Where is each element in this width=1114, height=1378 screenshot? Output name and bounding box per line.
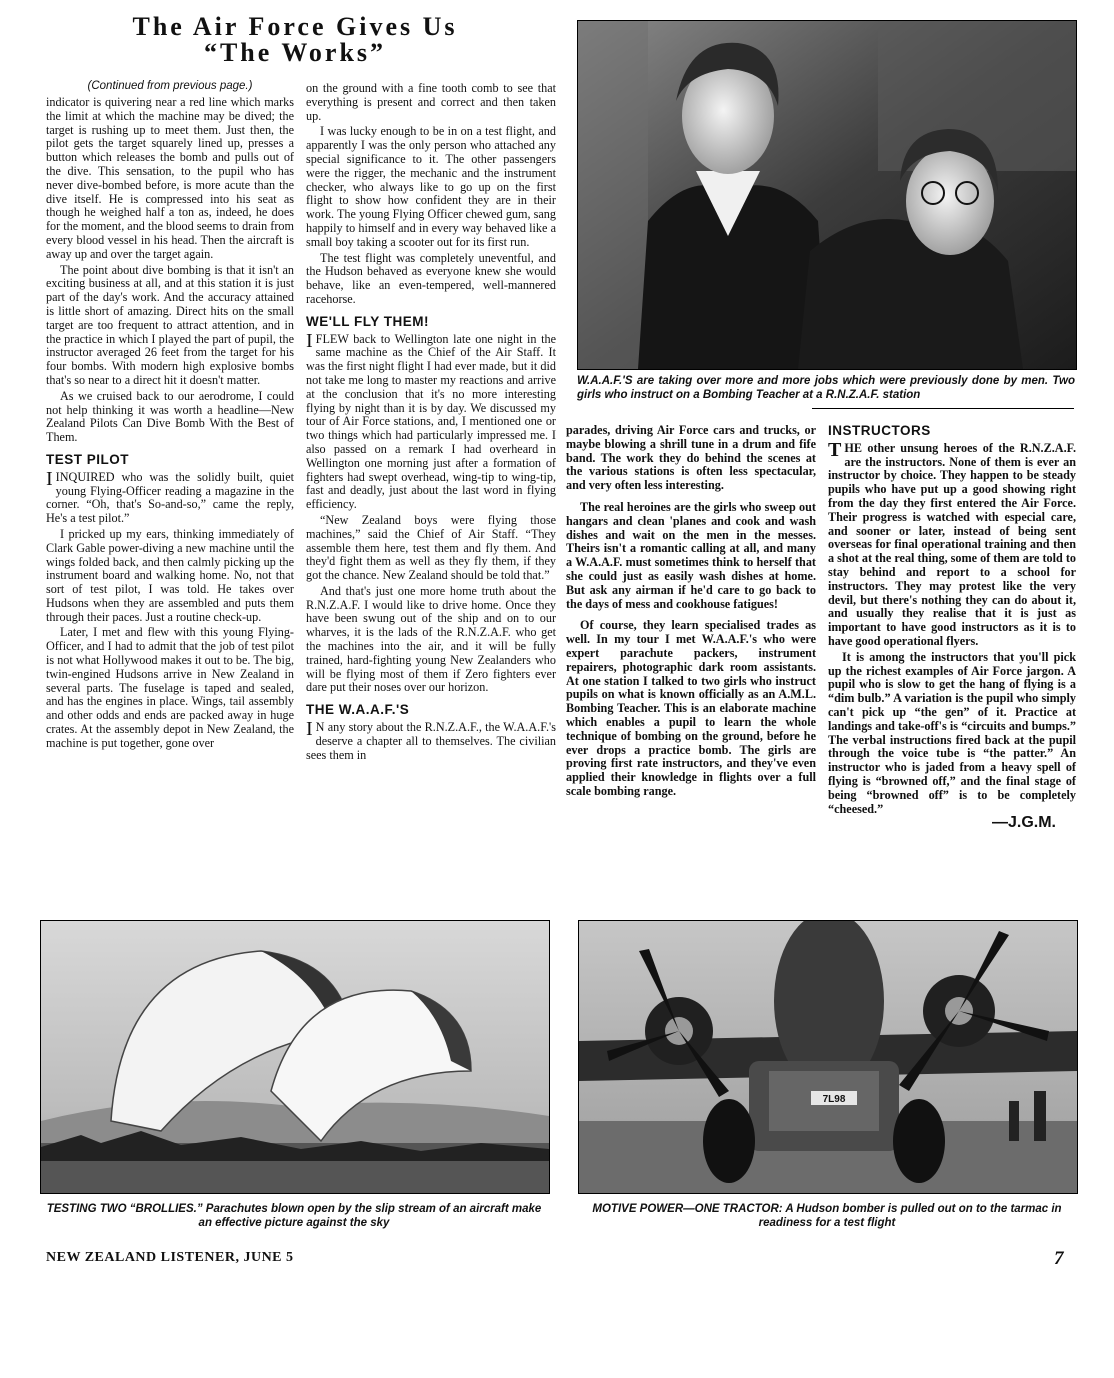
paragraph: “New Zealand boys were flying those machines,” said the Chief of Air Staff. “They assemble them here, test them and fly them. And they'd fight them as well as they fly them, if they got the chance. New Zealand should be told that.” — [306, 512, 556, 583]
waaf-caption: W.A.A.F.'S are taking over more and more jobs which were previously done by men. Two girls who instruct on a Bombing Teacher at a R.N.Z.A.F. station — [577, 375, 1075, 401]
author-signature: —J.G.M. — [991, 814, 1056, 832]
drop-cap: T — [828, 438, 842, 461]
paragraph: It is among the instructors that you'll pick up the richest examples of Air Force jargon. A pupil who is slow to get the hang of flying is a “dim bulb.” A variation is the pupil who simply can't pick up “the gen” of it. Practice at landings and take-off's is “circuits and bumps.” The verbal instructions fired back at the pupil through the voice tube is “the patter.” An instructor who is jaded from a heavy spell of flying is “browned off,” and the final stage of being “browned off” is to be completely “cheesed.” — [828, 649, 1076, 816]
paragraph: The point about dive bombing is that it isn't an exciting business at all, and at this station it is just part of the day's work. And the accuracy attained is little short of amazing. Direct hits on the small target are too frequent to attract attention, and in the practice in which I played the part of pupil, the instructor averaged 26 feet from the target for his four bombs. With modern high explosive bombs that's so near to a direct hit it doesn't matter. — [46, 262, 294, 387]
continued-note: (Continued from previous page.) — [87, 80, 253, 92]
column-3 — [566, 424, 816, 801]
parachutes-photo-image — [41, 921, 549, 1193]
parachutes-caption: TESTING TWO “BROLLIES.” Parachutes blown open by the slip stream of an aircraft make an effective picture against the sky — [46, 1203, 542, 1229]
column-2 — [306, 82, 556, 764]
caption-rule — [812, 408, 1074, 409]
paragraph: IFLEW back to Wellington late one night in the same machine as the Chief of the Air Staff. It was the first night flight I had ever made, but it did not take me long to master my reactions and arrive at the conclusion that it's no more interesting flying by night than it is by day. We discussed my tour of Air Force stations, and, I mentioned one or two things which had particularly impressed me. I also passed on a remark I had overheard in Wellington one morning just after a formation of fighters had swept overhead, wing-tip to wing-tip, fast and deadly, just about the last word in flying efficiency. — [306, 329, 556, 512]
drop-cap: I — [46, 467, 53, 490]
paragraph: The test flight was completely uneventful, and the Hudson behaved as everyone knew she would behave, like an even-tempered, well-mannered racehorse. — [306, 250, 556, 306]
subhead-well-fly-them: WE'LL FLY THEM! — [306, 313, 429, 329]
parachutes-photo — [40, 920, 550, 1194]
subhead-instructors: INSTRUCTORS — [828, 423, 931, 438]
tractor-caption: MOTIVE POWER—ONE TRACTOR: A Hudson bomber is pulled out on to the tarmac in readiness for a test flight — [592, 1203, 1062, 1229]
paragraph: parades, driving Air Force cars and trucks, or maybe blowing a shrill tune in a drum and fife band. The work they do behind the scenes at the various stations is often less spectacular, and very often less interesting. — [566, 423, 816, 493]
drop-cap: I — [306, 329, 313, 352]
paragraph: on the ground with a fine tooth comb to see that everything is present and correct and then taken up. — [306, 81, 556, 123]
waaf-photo — [577, 20, 1077, 370]
paragraph: As we cruised back to our aerodrome, I could not help thinking it was worth a headline—New Zealand Pilots Can Dive Bomb With the Best of Them. — [46, 388, 294, 445]
tractor-photo — [578, 920, 1078, 1194]
column-1 — [46, 96, 294, 753]
page-number: 7 — [1054, 1248, 1064, 1269]
paragraph: I was lucky enough to be in on a test flight, and apparently I was the only person who attached any special significance to it. The other passengers were the rigger, the mechanic and the instrument checker, who always like to go up on the first flight to show how confident they are in their work. The young Flying Officer chewed gum, sang happily to himself and in every way behaved like a small boy taking a scooter out for its first run. — [306, 124, 556, 249]
tractor-plate-number: 7L98 — [822, 1094, 846, 1105]
paragraph: The real heroines are the girls who sweep out hangars and clean 'planes and cook and wash dishes and wait on the men in the messes. Theirs isn't a romantic calling at all, and many a W.A.A.F. must sometimes think to herself that she could just as easily wash dishes at home. But ask any airman if he'd care to go back to the days of mess and cookhouse fatigues! — [566, 499, 816, 611]
article-title — [40, 14, 550, 66]
subhead-test-pilot: TEST PILOT — [46, 451, 130, 467]
tractor-photo-image — [579, 921, 1077, 1193]
publication-footer: NEW ZEALAND LISTENER, JUNE 5 — [46, 1250, 294, 1265]
title-line-1: The Air Force Gives Us — [132, 12, 458, 41]
waaf-photo-image — [578, 21, 1076, 369]
column-4 — [828, 420, 1076, 830]
paragraph: I pricked up my ears, thinking immediately of Clark Gable power-diving a new machine until the wings folded back, and then calmly picking up the instrument board and walking home. No, not that sort of test pilot, I was told. He takes over Hudsons when they are assembled and puts them through their paces. Just a routine check-up. — [46, 526, 294, 624]
paragraph: And that's just one more home truth about the R.N.Z.A.F. I would like to drive home. Once they have been swung out of the ship and on to our wharves, it is the lads of the R.N.Z.A.F. who get the machines into the air, and it will be fully trained, hard-fighting young New Zealanders who will be flying most of them if Zero fighters ever dare put their noses over our horizon. — [306, 583, 556, 695]
paragraph: Of course, they learn specialised trades as well. In my tour I met W.A.A.F.'s who were expert parachute packers, instrument repairers, photographic dark room assistants. At one station I talked to two girls who instruct pupils on what is known officially as an A.M.L. Bombing Teacher. This is an elaborate machine which enables a pupil to learn the whole technique of bombing on the ground, before he ever drops a practice bomb. The girls are proving first rate instructors, and they've even applied their knowledge in flights over a full scale bombing range. — [566, 618, 816, 798]
paragraph: IINQUIRED who was the solidly built, quiet young Flying-Officer reading a magazine in the corner. “Oh, that's So-and-so,” came the reply, He's a test pilot.” — [46, 467, 294, 526]
paragraph: indicator is quivering near a red line which marks the limit at which the machine may be dived; the target is rushing up to meet them. Just then, the pilot gets the target squarely lined up, presses a button which releases the bomb and pulls out of the dive. This sensation, to the pupil who has never dive-bombed before, is more acute than the dive itself. He is compressed into his seat as though he weighed half a ton as, indeed, he does for the moment, and the blood seems to drain from every blood vessel in his head. Then the aircraft is away up and over the target again. — [46, 95, 294, 261]
paragraph: Later, I met and flew with this young Flying-Officer, and I had to admit that the job of test pilot is not what Hollywood makes it out to be. The big, twin-engined Hudsons arrive in New Zealand in several parts. The fuselage is taped and sealed, and has the engines in place. Wings, tail assembly and other odds and ends are packed away in huge crates. At the assembly depot in New Zealand, the machine is put together, gone over — [46, 625, 294, 750]
paragraph: I N any story about the R.N.Z.A.F., the W.A.A.F.'s deserve a chapter all to themselves. The civilian sees them in — [306, 718, 556, 762]
title-line-2: “The Works” — [203, 38, 387, 67]
drop-cap: I — [306, 718, 313, 741]
subhead-the-waafs: THE W.A.A.F.'S — [306, 702, 410, 718]
paragraph: THE other unsung heroes of the R.N.Z.A.F. are the instructors. None of them is ever an instructor by choice. They happen to be steady pupils who have put up a good showing right from the day they first entered the Air Force. Their progress is watched with especial care, and sooner or later, instead of being sent overseas for final operational training and then a shot at the real thing, some of them are told to stay behind and report to a school for instructors. They may protest like the very devil, but there's nothing they can do about it, and usually they realise that it is just as important to have good instructors as it is to have good operational flyers. — [828, 438, 1077, 648]
